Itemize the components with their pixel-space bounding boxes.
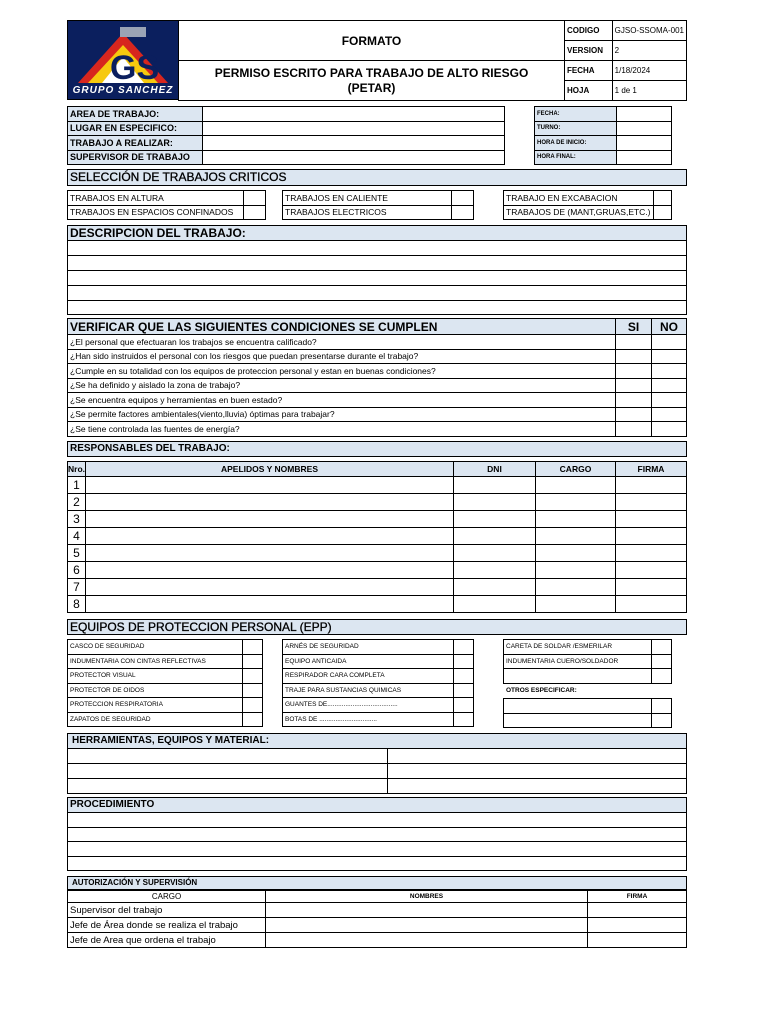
critical-works-col3 bbox=[503, 190, 672, 220]
verify-no-checkbox[interactable] bbox=[652, 335, 687, 350]
position-cell[interactable] bbox=[536, 511, 616, 528]
row-number: 7 bbox=[68, 579, 86, 596]
epp-checkbox[interactable] bbox=[652, 654, 672, 669]
critical-works-col2 bbox=[282, 190, 474, 220]
epp-checkbox[interactable] bbox=[454, 654, 474, 669]
start-time-field[interactable] bbox=[617, 136, 672, 151]
epp-checkbox[interactable] bbox=[454, 640, 474, 655]
shift-label: TURNO: bbox=[535, 121, 617, 136]
verify-yes-checkbox[interactable] bbox=[616, 335, 652, 350]
verify-yes-checkbox[interactable] bbox=[616, 378, 652, 393]
auth-header-signature: FIRMA bbox=[588, 891, 687, 903]
meta-label: HOJA bbox=[565, 81, 613, 101]
tool-field[interactable] bbox=[68, 764, 388, 779]
row-number: 2 bbox=[68, 494, 86, 511]
epp-checkbox[interactable] bbox=[454, 669, 474, 684]
epp-item-label: ZAPATOS DE SEGURIDAD bbox=[68, 712, 243, 727]
epp-checkbox[interactable] bbox=[243, 669, 263, 684]
epp-item-label: PROTECCION RESPIRATORIA bbox=[68, 698, 243, 713]
epp-checkbox[interactable] bbox=[652, 640, 672, 655]
signature-cell[interactable] bbox=[616, 562, 687, 579]
epp-checkbox[interactable] bbox=[243, 698, 263, 713]
critical-work-label: TRABAJOS ELECTRICOS bbox=[283, 205, 452, 220]
meta-value: GJSO-SSOMA-001 bbox=[612, 21, 686, 41]
work-info-table bbox=[67, 106, 505, 165]
authorization-title: AUTORIZACIÓN Y SUPERVISIÓN bbox=[67, 876, 687, 890]
row-number: 6 bbox=[68, 562, 86, 579]
verify-item: ¿Han sido instruidos el personal con los riesgos que puedan presentarse durante el trabajo? bbox=[68, 349, 616, 364]
work-area-field[interactable] bbox=[203, 107, 505, 122]
dni-cell[interactable] bbox=[454, 545, 536, 562]
verify-item: ¿Se tiene controlada las fuentes de energía? bbox=[68, 422, 616, 437]
epp-item-label: INDUMENTARIA CUERO/SOLDADOR bbox=[504, 654, 652, 669]
signature-cell[interactable] bbox=[616, 545, 687, 562]
position-cell[interactable] bbox=[536, 596, 616, 613]
row-number: 4 bbox=[68, 528, 86, 545]
document-title: PERMISO ESCRITO PARA TRABAJO DE ALTO RIESGO bbox=[214, 66, 529, 80]
dni-cell[interactable] bbox=[454, 511, 536, 528]
supervisor-label: SUPERVISOR DE TRABAJO bbox=[68, 150, 203, 165]
signature-cell[interactable] bbox=[616, 596, 687, 613]
verify-yes-checkbox[interactable] bbox=[616, 422, 652, 437]
critical-work-checkbox[interactable] bbox=[653, 191, 671, 206]
verify-no-checkbox[interactable] bbox=[652, 364, 687, 379]
auth-signature-field[interactable] bbox=[588, 903, 687, 918]
tool-field[interactable] bbox=[68, 749, 388, 764]
dni-cell[interactable] bbox=[454, 477, 536, 494]
logo-text: GRUPO SANCHEZ bbox=[72, 85, 174, 96]
end-time-field[interactable] bbox=[617, 150, 672, 165]
end-time-label: HORA FINAL: bbox=[535, 150, 617, 165]
header-format-box bbox=[178, 20, 565, 61]
verify-yes-header: SI bbox=[616, 319, 652, 335]
verify-no-checkbox[interactable] bbox=[652, 407, 687, 422]
verify-no-header: NO bbox=[652, 319, 687, 335]
verify-yes-checkbox[interactable] bbox=[616, 393, 652, 408]
epp-checkbox[interactable] bbox=[243, 712, 263, 727]
document-subtitle: (PETAR) bbox=[347, 81, 396, 95]
supervisor-field[interactable] bbox=[203, 150, 505, 165]
format-label: FORMATO bbox=[341, 33, 402, 48]
epp-item-label: TRAJE PARA SUSTANCIAS QUIMICAS bbox=[283, 683, 454, 698]
signature-cell[interactable] bbox=[616, 528, 687, 545]
critical-work-label: TRABAJOS EN ESPACIOS CONFINADOS bbox=[68, 205, 244, 220]
col-header-position: CARGO bbox=[536, 462, 616, 477]
epp-item-label: PROTECTOR DE OIDOS bbox=[68, 683, 243, 698]
auth-name-field[interactable] bbox=[266, 933, 588, 948]
company-logo bbox=[67, 20, 179, 100]
verify-no-checkbox[interactable] bbox=[652, 378, 687, 393]
epp-item-label: RESPIRADOR CARA COMPLETA bbox=[283, 669, 454, 684]
auth-signature-field[interactable] bbox=[588, 933, 687, 948]
epp-other-field[interactable] bbox=[504, 713, 652, 728]
verify-yes-checkbox[interactable] bbox=[616, 349, 652, 364]
epp-item-label: EQUIPO ANTICAIDA bbox=[283, 654, 454, 669]
position-cell[interactable] bbox=[536, 545, 616, 562]
auth-position: Jefe de Área donde se realiza el trabajo bbox=[68, 918, 266, 933]
tools-table bbox=[67, 748, 687, 794]
dni-cell[interactable] bbox=[454, 528, 536, 545]
critical-work-label: TRABAJOS EN ALTURA bbox=[68, 191, 244, 206]
meta-label: VERSION bbox=[565, 41, 613, 61]
epp-checkbox[interactable] bbox=[454, 698, 474, 713]
meta-value: 1/18/2024 bbox=[612, 61, 686, 81]
name-cell[interactable] bbox=[86, 579, 454, 596]
tool-field[interactable] bbox=[388, 764, 687, 779]
epp-checkbox[interactable] bbox=[652, 713, 672, 728]
name-cell[interactable] bbox=[86, 494, 454, 511]
epp-checkbox[interactable] bbox=[243, 640, 263, 655]
meta-value: 2 bbox=[612, 41, 686, 61]
epp-checkbox[interactable] bbox=[243, 683, 263, 698]
work-to-do-label: TRABAJO A REALIZAR: bbox=[68, 136, 203, 151]
specific-place-field[interactable] bbox=[203, 121, 505, 136]
epp-item-label[interactable] bbox=[504, 669, 652, 684]
epp-checkbox[interactable] bbox=[652, 699, 672, 714]
verify-item: ¿El personal que efectuaran los trabajos se encuentra calificado? bbox=[68, 335, 616, 350]
epp-other-field[interactable] bbox=[504, 699, 652, 714]
epp-checkbox[interactable] bbox=[652, 669, 672, 684]
critical-work-label: TRABAJOS DE (MANT,GRUAS,ETC.) bbox=[504, 205, 654, 220]
description-lines[interactable] bbox=[67, 241, 687, 315]
position-cell[interactable] bbox=[536, 579, 616, 596]
epp-checkbox[interactable] bbox=[454, 712, 474, 727]
epp-col3 bbox=[503, 639, 672, 684]
auth-header-position: CARGO bbox=[68, 891, 266, 903]
verify-item: ¿Se encuentra equipos y herramientas en buen estado? bbox=[68, 393, 616, 408]
auth-position: Jefe de Area que ordena el trabajo bbox=[68, 933, 266, 948]
responsables-title: RESPONSABLES DEL TRABAJO: bbox=[67, 441, 687, 457]
row-number: 1 bbox=[68, 477, 86, 494]
name-cell[interactable] bbox=[86, 528, 454, 545]
epp-col1 bbox=[67, 639, 263, 727]
name-cell[interactable] bbox=[86, 511, 454, 528]
verify-item: ¿Se permite factores ambientales(viento,lluvia) óptimas para trabajar? bbox=[68, 407, 616, 422]
row-number: 3 bbox=[68, 511, 86, 528]
verify-no-checkbox[interactable] bbox=[652, 349, 687, 364]
epp-item-label: ARNÉS DE SEGURIDAD bbox=[283, 640, 454, 655]
specific-place-label: LUGAR EN ESPECIFICO: bbox=[68, 121, 203, 136]
critical-work-label: TRABAJO EN EXCABACION bbox=[504, 191, 654, 206]
meta-value: 1 de 1 bbox=[612, 81, 686, 101]
row-number: 5 bbox=[68, 545, 86, 562]
position-cell[interactable] bbox=[536, 477, 616, 494]
dni-cell[interactable] bbox=[454, 562, 536, 579]
critical-work-checkbox[interactable] bbox=[452, 205, 474, 220]
epp-others-table bbox=[503, 698, 672, 728]
position-cell[interactable] bbox=[536, 562, 616, 579]
dni-cell[interactable] bbox=[454, 494, 536, 511]
epp-item-label: CARETA DE SOLDAR /ESMERILAR bbox=[504, 640, 652, 655]
row-number: 8 bbox=[68, 596, 86, 613]
meta-label: FECHA bbox=[565, 61, 613, 81]
col-header-number: Nro. bbox=[68, 462, 86, 477]
position-cell[interactable] bbox=[536, 494, 616, 511]
svg-text:GS: GS bbox=[110, 49, 160, 87]
epp-item-label: PROTECTOR VISUAL bbox=[68, 669, 243, 684]
verify-conditions-table bbox=[67, 318, 687, 437]
responsables-table bbox=[67, 461, 687, 613]
verify-yes-checkbox[interactable] bbox=[616, 364, 652, 379]
auth-name-field[interactable] bbox=[266, 903, 588, 918]
signature-cell[interactable] bbox=[616, 511, 687, 528]
critical-work-checkbox[interactable] bbox=[653, 205, 671, 220]
document-meta-table bbox=[564, 20, 687, 101]
name-cell[interactable] bbox=[86, 596, 454, 613]
tool-field[interactable] bbox=[68, 779, 388, 794]
col-header-signature: FIRMA bbox=[616, 462, 687, 477]
verify-no-checkbox[interactable] bbox=[652, 422, 687, 437]
work-to-do-field[interactable] bbox=[203, 136, 505, 151]
critical-work-checkbox[interactable] bbox=[244, 205, 266, 220]
auth-position: Supervisor del trabajo bbox=[68, 903, 266, 918]
epp-checkbox[interactable] bbox=[454, 683, 474, 698]
verify-item: ¿Se ha definido y aislado la zona de trabajo? bbox=[68, 378, 616, 393]
epp-item-label: INDUMENTARIA CON CINTAS REFLECTIVAS bbox=[68, 654, 243, 669]
critical-work-label: TRABAJOS EN CALIENTE bbox=[283, 191, 452, 206]
signature-cell[interactable] bbox=[616, 579, 687, 596]
tool-field[interactable] bbox=[388, 749, 687, 764]
critical-work-checkbox[interactable] bbox=[452, 191, 474, 206]
auth-name-field[interactable] bbox=[266, 918, 588, 933]
col-header-names: APELIDOS Y NOMBRES bbox=[86, 462, 454, 477]
work-time-table bbox=[534, 106, 672, 165]
tools-title: HERRAMIENTAS, EQUIPOS Y MATERIAL: bbox=[67, 733, 687, 749]
procedure-lines[interactable] bbox=[67, 813, 687, 871]
header-title-box bbox=[178, 60, 565, 101]
auth-signature-field[interactable] bbox=[588, 918, 687, 933]
signature-cell[interactable] bbox=[616, 477, 687, 494]
name-cell[interactable] bbox=[86, 477, 454, 494]
epp-item-label: CASCO DE SEGURIDAD bbox=[68, 640, 243, 655]
procedure-title: PROCEDIMIENTO bbox=[67, 797, 687, 813]
col-header-dni: DNI bbox=[454, 462, 536, 477]
start-time-label: HORA DE INICIO: bbox=[535, 136, 617, 151]
epp-col2 bbox=[282, 639, 474, 727]
position-cell[interactable] bbox=[536, 528, 616, 545]
epp-checkbox[interactable] bbox=[243, 654, 263, 669]
critical-work-checkbox[interactable] bbox=[244, 191, 266, 206]
name-cell[interactable] bbox=[86, 562, 454, 579]
verify-yes-checkbox[interactable] bbox=[616, 407, 652, 422]
date-field[interactable] bbox=[617, 107, 672, 122]
description-title: DESCRIPCION DEL TRABAJO: bbox=[67, 225, 687, 241]
name-cell[interactable] bbox=[86, 545, 454, 562]
verify-no-checkbox[interactable] bbox=[652, 393, 687, 408]
authorization-table bbox=[67, 890, 687, 948]
verify-item: ¿Cumple en su totalidad con los equipos de proteccion personal y estan en buenas condiciones? bbox=[68, 364, 616, 379]
epp-item-label: GUANTES DE....................................... bbox=[283, 698, 454, 713]
tool-field[interactable] bbox=[388, 779, 687, 794]
dni-cell[interactable] bbox=[454, 596, 536, 613]
critical-works-title: SELECCIÓN DE TRABAJOS CRITICOS bbox=[67, 169, 687, 186]
signature-cell[interactable] bbox=[616, 494, 687, 511]
auth-header-names: NOMBRES bbox=[266, 891, 588, 903]
meta-label: CODIGO bbox=[565, 21, 613, 41]
epp-item-label: BOTAS DE ................................ bbox=[283, 712, 454, 727]
epp-others-label: OTROS ESPECIFICAR: bbox=[506, 687, 577, 694]
dni-cell[interactable] bbox=[454, 579, 536, 596]
work-area-label: AREA DE TRABAJO: bbox=[68, 107, 203, 122]
critical-works-col1 bbox=[67, 190, 266, 220]
date-label: FECHA: bbox=[535, 107, 617, 122]
shift-field[interactable] bbox=[617, 121, 672, 136]
epp-title: EQUIPOS DE PROTECCION PERSONAL (EPP) bbox=[67, 619, 687, 635]
verify-title: VERIFICAR QUE LAS SIGUIENTES CONDICIONES SE CUMPLEN bbox=[68, 319, 616, 335]
